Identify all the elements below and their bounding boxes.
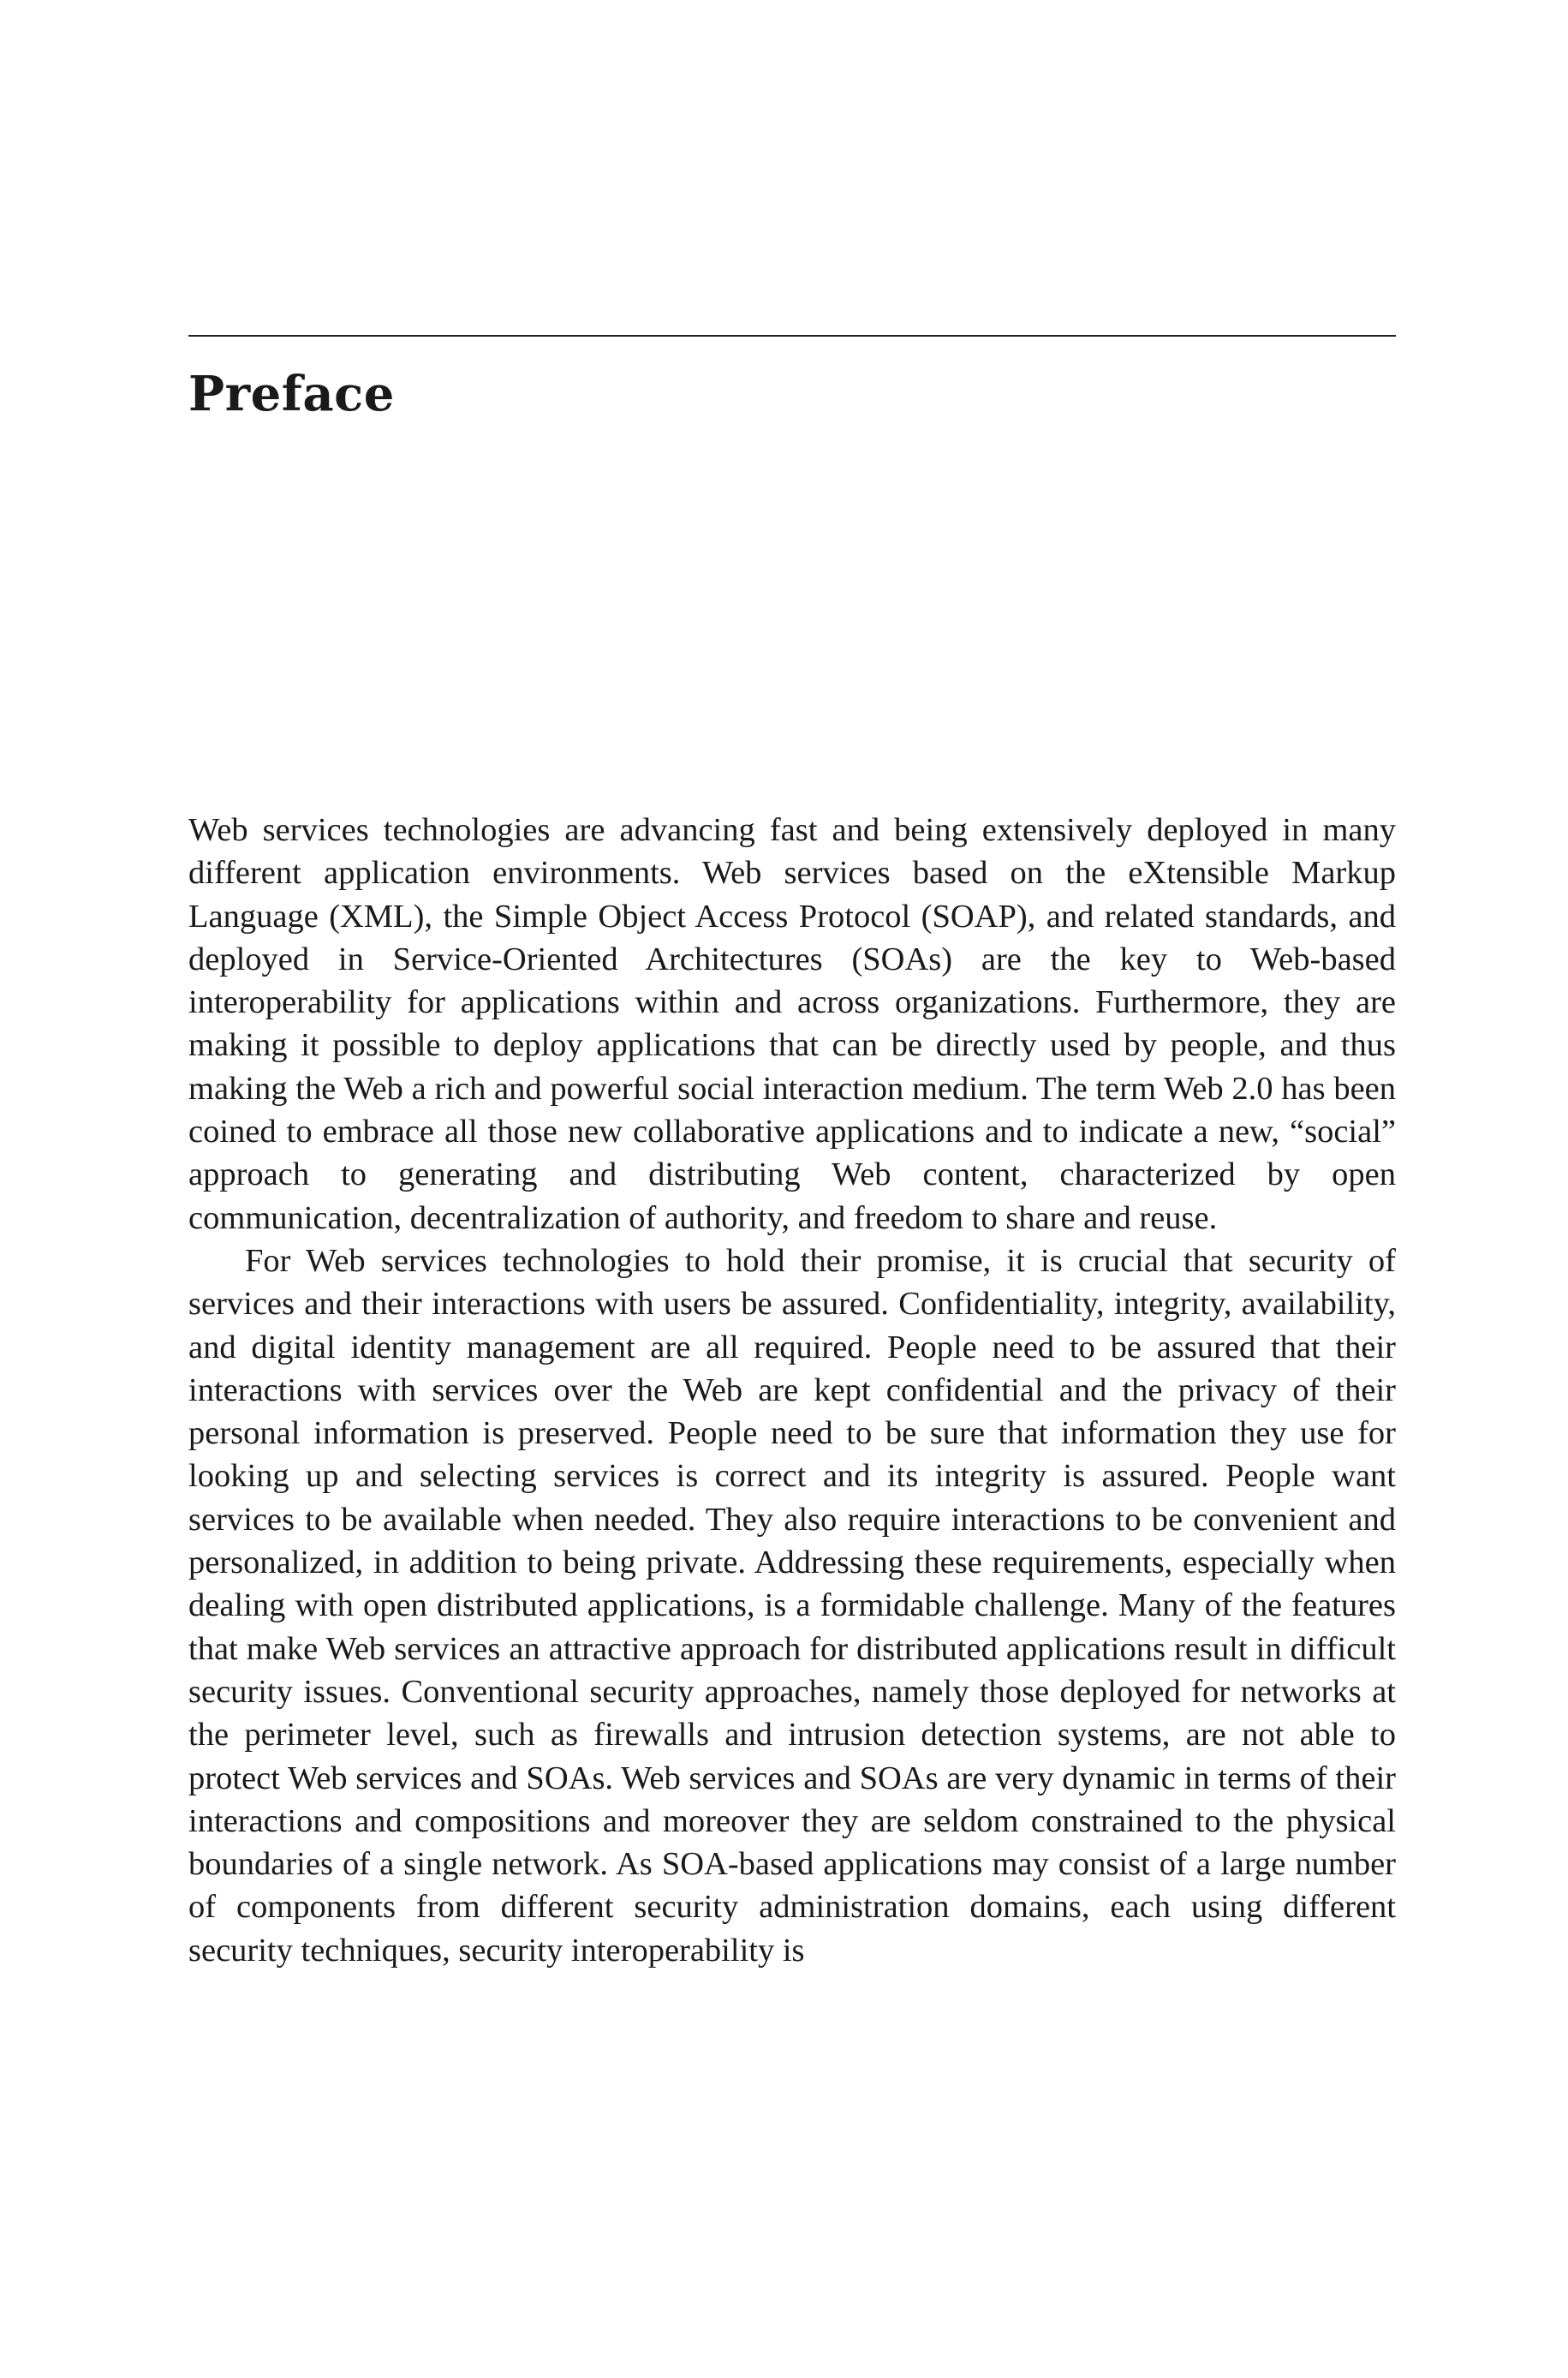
body-text bbox=[188, 809, 1396, 1972]
paragraph: Web services technologies are advancing fast and being extensively deployed in many different application environments. Web services based on the eXtensible Markup Language (XML), the Simple Object Access Protocol (SOAP), and related standards, and deployed in Service-Oriented Architectures (SOAs) are the key to Web-based interoperability for applications within and across organizations. Furthermore, they are making it possible to deploy applications that can be directly used by people, and thus making the Web a rich and powerful social interaction medium. The term Web 2.0 has been coined to embrace all those new collaborative applications and to indicate a new, “social” approach to generating and distributing Web content, characterized by open communication, decentralization of authority, and freedom to share and reuse. bbox=[188, 812, 1396, 1236]
paragraph: For Web services technologies to hold their promise, it is crucial that security of services and their interactions with users be assured. Confidentiality, integrity, availability, and digital identity management are all required. People need to be assured that their interactions with services over the Web are kept confidential and the privacy of their personal information is preserved. People need to be sure that information they use for looking up and selecting services is correct and its integrity is assured. People want services to be available when needed. They also require interactions to be convenient and personalized, in addition to being private. Addressing these requirements, especially when dealing with open distributed applications, is a formidable challenge. Many of the features that make Web services an attractive approach for distributed applications result in difficult security issues. Conventional security approaches, namely those deployed for networks at the perimeter level, such as firewalls and intrusion detection systems, are not able to protect Web services and SOAs. Web services and SOAs are very dynamic in terms of their interactions and compositions and moreover they are seldom constrained to the physical boundaries of a single network. As SOA-based applications may consist of a large number of components from different security administration domains, each using different security techniques, security interoperability is bbox=[188, 1242, 1396, 1969]
chapter-rule bbox=[188, 335, 1396, 337]
chapter-title: Preface bbox=[188, 366, 395, 422]
